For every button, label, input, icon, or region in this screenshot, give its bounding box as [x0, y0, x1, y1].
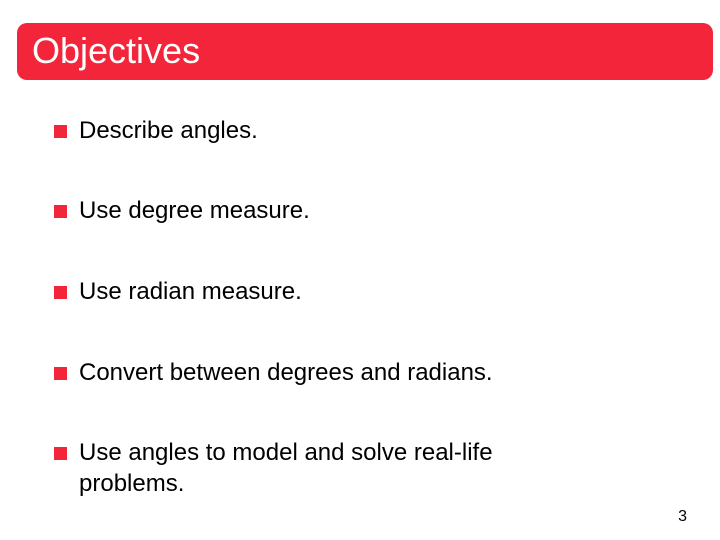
square-bullet-icon [54, 205, 67, 218]
slide-title: Objectives [32, 30, 201, 71]
square-bullet-icon [54, 447, 67, 460]
page-number: 3 [678, 508, 687, 525]
square-bullet-icon [54, 286, 67, 299]
bullet-text: Use degree measure. [79, 197, 310, 224]
bullet-text: Use radian measure. [79, 278, 302, 305]
bullet-text: Convert between degrees and radians. [79, 359, 493, 386]
bullet-text: Use angles to model and solve real-life problems. [79, 439, 493, 497]
bullet-text: Describe angles. [79, 117, 258, 144]
square-bullet-icon [54, 125, 67, 138]
square-bullet-icon [54, 367, 67, 380]
